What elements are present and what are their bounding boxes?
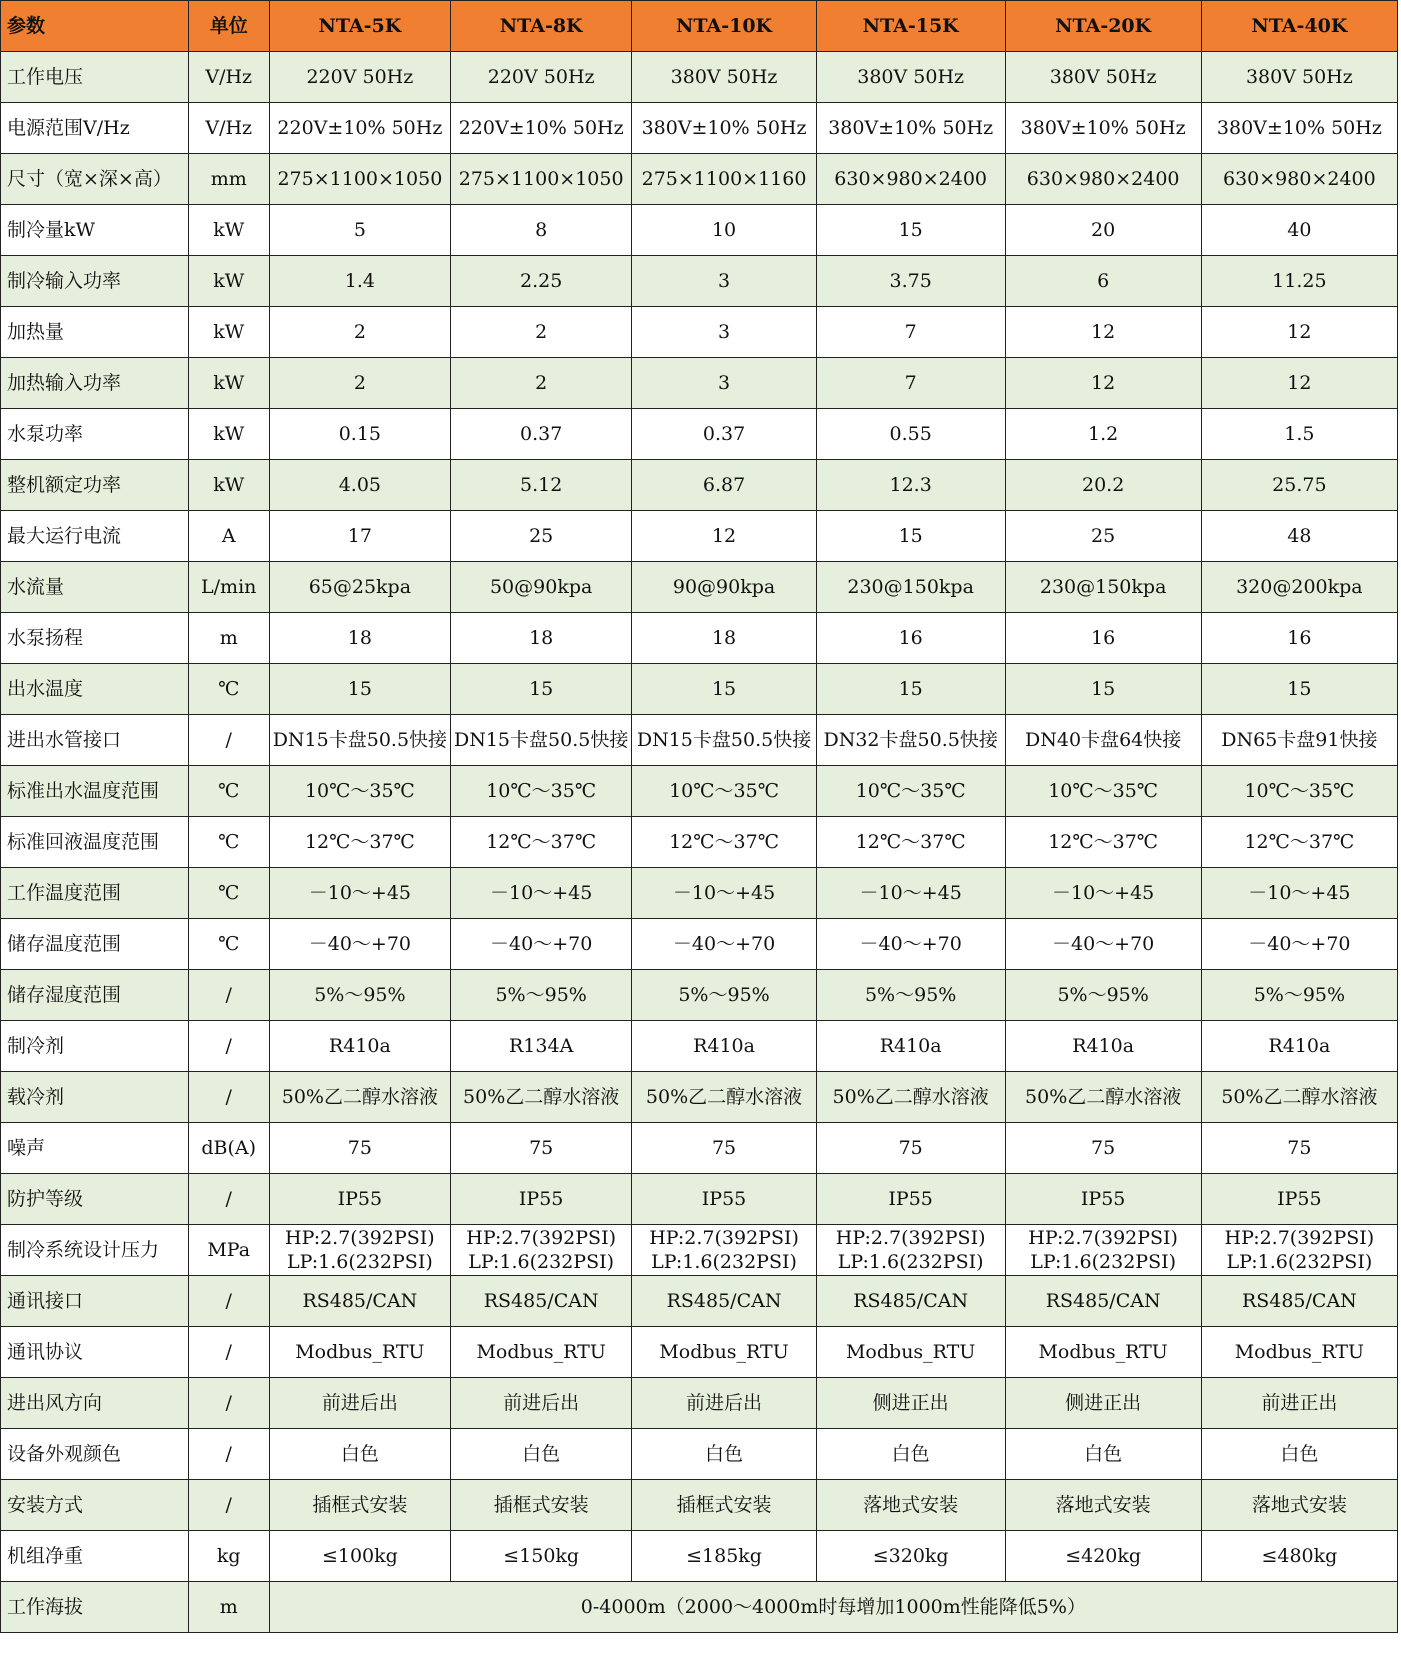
table-row — [1, 715, 1398, 766]
value-cell: 0.37 — [632, 409, 816, 460]
spec-body — [1, 52, 1398, 1633]
unit-cell: / — [188, 1378, 269, 1429]
value-cell: 12 — [1201, 358, 1397, 409]
unit-cell: L/min — [188, 562, 269, 613]
table-row — [1, 307, 1398, 358]
value-cell: Modbus_RTU — [269, 1327, 450, 1378]
value-cell: 3.75 — [816, 256, 1005, 307]
value-cell: IP55 — [1201, 1174, 1397, 1225]
value-cell: 75 — [1005, 1123, 1201, 1174]
value-cell: 15 — [269, 664, 450, 715]
unit-cell: / — [188, 1480, 269, 1531]
value-cell: 12.3 — [816, 460, 1005, 511]
value-cell: 5%～95% — [269, 970, 450, 1021]
value-cell: 5 — [269, 205, 450, 256]
table-row — [1, 1582, 1398, 1633]
value-cell: IP55 — [1005, 1174, 1201, 1225]
unit-cell: kW — [188, 409, 269, 460]
value-cell: －40～+70 — [1201, 919, 1397, 970]
value-cell: 12 — [1201, 307, 1397, 358]
value-cell: 220V 50Hz — [269, 52, 450, 103]
value-cell: 380V±10% 50Hz — [1005, 103, 1201, 154]
value-cell: 2 — [269, 358, 450, 409]
value-cell: 75 — [816, 1123, 1005, 1174]
value-cell: 2 — [269, 307, 450, 358]
value-cell: 18 — [632, 613, 816, 664]
value-cell: DN15卡盘50.5快接 — [451, 715, 632, 766]
value-cell: IP55 — [632, 1174, 816, 1225]
param-cell: 制冷输入功率 — [1, 256, 189, 307]
value-cell: DN40卡盘64快接 — [1005, 715, 1201, 766]
unit-cell: / — [188, 1174, 269, 1225]
value-cell: 25.75 — [1201, 460, 1397, 511]
unit-cell: / — [188, 1327, 269, 1378]
table-row — [1, 52, 1398, 103]
value-cell: Modbus_RTU — [816, 1327, 1005, 1378]
altitude-value-cell: 0-4000m（2000～4000m时每增加1000m性能降低5%） — [269, 1582, 1397, 1633]
header-model: NTA-40K — [1201, 1, 1397, 52]
table-row — [1, 1378, 1398, 1429]
value-cell: 18 — [269, 613, 450, 664]
param-cell: 载冷剂 — [1, 1072, 189, 1123]
value-cell: 275×1100×1050 — [269, 154, 450, 205]
table-row — [1, 1123, 1398, 1174]
value-cell: 17 — [269, 511, 450, 562]
table-row — [1, 1072, 1398, 1123]
value-cell: 380V 50Hz — [632, 52, 816, 103]
table-row — [1, 1429, 1398, 1480]
unit-cell: kW — [188, 205, 269, 256]
param-cell: 出水温度 — [1, 664, 189, 715]
unit-cell: / — [188, 1429, 269, 1480]
value-cell: 1.4 — [269, 256, 450, 307]
param-cell: 通讯接口 — [1, 1276, 189, 1327]
table-row — [1, 1276, 1398, 1327]
value-cell: 2.25 — [451, 256, 632, 307]
value-cell: Modbus_RTU — [1005, 1327, 1201, 1378]
value-cell: 白色 — [816, 1429, 1005, 1480]
value-cell: 40 — [1201, 205, 1397, 256]
unit-cell: / — [188, 715, 269, 766]
table-row — [1, 1174, 1398, 1225]
value-cell: 5%～95% — [816, 970, 1005, 1021]
value-cell: 2 — [451, 307, 632, 358]
value-cell: HP:2.7(392PSI) LP:1.6(232PSI) — [451, 1225, 632, 1276]
value-cell: 10℃～35℃ — [632, 766, 816, 817]
value-cell: 落地式安装 — [1201, 1480, 1397, 1531]
value-cell: 10℃～35℃ — [1201, 766, 1397, 817]
value-cell: 11.25 — [1201, 256, 1397, 307]
value-cell: R134A — [451, 1021, 632, 1072]
value-cell: RS485/CAN — [632, 1276, 816, 1327]
unit-cell: m — [188, 613, 269, 664]
param-cell: 电源范围V/Hz — [1, 103, 189, 154]
value-cell: 5%～95% — [451, 970, 632, 1021]
value-cell: 白色 — [451, 1429, 632, 1480]
param-cell: 进出风方向 — [1, 1378, 189, 1429]
value-cell: －10～+45 — [1005, 868, 1201, 919]
value-cell: 0.37 — [451, 409, 632, 460]
table-row — [1, 205, 1398, 256]
value-cell: 20.2 — [1005, 460, 1201, 511]
value-cell: 15 — [816, 664, 1005, 715]
header-model: NTA-20K — [1005, 1, 1201, 52]
value-cell: 插框式安装 — [451, 1480, 632, 1531]
table-row — [1, 868, 1398, 919]
param-cell: 水泵扬程 — [1, 613, 189, 664]
value-cell: 10℃～35℃ — [269, 766, 450, 817]
value-cell: R410a — [1201, 1021, 1397, 1072]
unit-cell: mm — [188, 154, 269, 205]
value-cell: 12℃～37℃ — [816, 817, 1005, 868]
unit-cell: kW — [188, 460, 269, 511]
value-cell: －40～+70 — [1005, 919, 1201, 970]
value-cell: RS485/CAN — [816, 1276, 1005, 1327]
value-cell: 2 — [451, 358, 632, 409]
param-cell: 制冷剂 — [1, 1021, 189, 1072]
table-row — [1, 511, 1398, 562]
value-cell: DN15卡盘50.5快接 — [269, 715, 450, 766]
unit-cell: MPa — [188, 1225, 269, 1276]
value-cell: 15 — [816, 511, 1005, 562]
header-param: 参数 — [1, 1, 189, 52]
unit-cell: dB(A) — [188, 1123, 269, 1174]
value-cell: －10～+45 — [632, 868, 816, 919]
param-cell: 防护等级 — [1, 1174, 189, 1225]
value-cell: 220V 50Hz — [451, 52, 632, 103]
value-cell: 380V±10% 50Hz — [632, 103, 816, 154]
unit-cell: kW — [188, 358, 269, 409]
value-cell: －40～+70 — [816, 919, 1005, 970]
value-cell: 65@25kpa — [269, 562, 450, 613]
value-cell: 75 — [1201, 1123, 1397, 1174]
value-cell: 15 — [632, 664, 816, 715]
value-cell: 白色 — [1005, 1429, 1201, 1480]
value-cell: 380V±10% 50Hz — [1201, 103, 1397, 154]
value-cell: 侧进正出 — [1005, 1378, 1201, 1429]
value-cell: R410a — [632, 1021, 816, 1072]
param-cell: 最大运行电流 — [1, 511, 189, 562]
value-cell: 前进后出 — [269, 1378, 450, 1429]
param-cell: 水流量 — [1, 562, 189, 613]
value-cell: 落地式安装 — [1005, 1480, 1201, 1531]
value-cell: 侧进正出 — [816, 1378, 1005, 1429]
value-cell: 前进后出 — [632, 1378, 816, 1429]
param-cell: 通讯协议 — [1, 1327, 189, 1378]
value-cell: 5%～95% — [1005, 970, 1201, 1021]
table-row — [1, 256, 1398, 307]
value-cell: 230@150kpa — [1005, 562, 1201, 613]
value-cell: 5%～95% — [1201, 970, 1397, 1021]
unit-cell: ℃ — [188, 868, 269, 919]
param-cell: 尺寸（宽×深×高） — [1, 154, 189, 205]
value-cell: 50%乙二醇水溶液 — [451, 1072, 632, 1123]
unit-cell: ℃ — [188, 817, 269, 868]
header-model: NTA-10K — [632, 1, 816, 52]
value-cell: R410a — [1005, 1021, 1201, 1072]
value-cell: 220V±10% 50Hz — [269, 103, 450, 154]
value-cell: DN15卡盘50.5快接 — [632, 715, 816, 766]
value-cell: 白色 — [1201, 1429, 1397, 1480]
table-row — [1, 1480, 1398, 1531]
value-cell: 48 — [1201, 511, 1397, 562]
param-cell: 制冷系统设计压力 — [1, 1225, 189, 1276]
table-row — [1, 460, 1398, 511]
value-cell: 220V±10% 50Hz — [451, 103, 632, 154]
value-cell: 12 — [632, 511, 816, 562]
value-cell: ≤480kg — [1201, 1531, 1397, 1582]
value-cell: 落地式安装 — [816, 1480, 1005, 1531]
value-cell: 90@90kpa — [632, 562, 816, 613]
unit-cell: ℃ — [188, 919, 269, 970]
unit-cell: ℃ — [188, 664, 269, 715]
unit-cell: / — [188, 970, 269, 1021]
header-model: NTA-8K — [451, 1, 632, 52]
unit-cell: kW — [188, 307, 269, 358]
value-cell: 10 — [632, 205, 816, 256]
header-unit: 单位 — [188, 1, 269, 52]
value-cell: 15 — [1201, 664, 1397, 715]
value-cell: －10～+45 — [1201, 868, 1397, 919]
unit-cell: V/Hz — [188, 52, 269, 103]
value-cell: 320@200kpa — [1201, 562, 1397, 613]
value-cell: 3 — [632, 256, 816, 307]
value-cell: HP:2.7(392PSI) LP:1.6(232PSI) — [1005, 1225, 1201, 1276]
value-cell: 插框式安装 — [269, 1480, 450, 1531]
value-cell: 15 — [451, 664, 632, 715]
param-cell: 工作电压 — [1, 52, 189, 103]
value-cell: HP:2.7(392PSI) LP:1.6(232PSI) — [1201, 1225, 1397, 1276]
value-cell: R410a — [816, 1021, 1005, 1072]
value-cell: RS485/CAN — [1005, 1276, 1201, 1327]
value-cell: 25 — [1005, 511, 1201, 562]
header-model: NTA-5K — [269, 1, 450, 52]
value-cell: －10～+45 — [816, 868, 1005, 919]
param-cell: 进出水管接口 — [1, 715, 189, 766]
value-cell: 1.2 — [1005, 409, 1201, 460]
value-cell: 4.05 — [269, 460, 450, 511]
unit-cell: m — [188, 1582, 269, 1633]
value-cell: 16 — [1005, 613, 1201, 664]
param-cell: 噪声 — [1, 1123, 189, 1174]
value-cell: 8 — [451, 205, 632, 256]
value-cell: 12 — [1005, 358, 1201, 409]
table-row — [1, 1021, 1398, 1072]
param-cell: 水泵功率 — [1, 409, 189, 460]
value-cell: 275×1100×1050 — [451, 154, 632, 205]
value-cell: ≤420kg — [1005, 1531, 1201, 1582]
unit-cell: ℃ — [188, 766, 269, 817]
unit-cell: kW — [188, 256, 269, 307]
param-cell: 储存湿度范围 — [1, 970, 189, 1021]
value-cell: 50%乙二醇水溶液 — [1005, 1072, 1201, 1123]
unit-cell: / — [188, 1021, 269, 1072]
value-cell: 18 — [451, 613, 632, 664]
table-row — [1, 1531, 1398, 1582]
table-row — [1, 562, 1398, 613]
value-cell: －10～+45 — [269, 868, 450, 919]
param-cell: 加热输入功率 — [1, 358, 189, 409]
value-cell: 0.55 — [816, 409, 1005, 460]
value-cell: HP:2.7(392PSI) LP:1.6(232PSI) — [816, 1225, 1005, 1276]
table-row — [1, 919, 1398, 970]
value-cell: 50@90kpa — [451, 562, 632, 613]
value-cell: 50%乙二醇水溶液 — [1201, 1072, 1397, 1123]
value-cell: 前进正出 — [1201, 1378, 1397, 1429]
value-cell: 630×980×2400 — [1005, 154, 1201, 205]
value-cell: DN32卡盘50.5快接 — [816, 715, 1005, 766]
value-cell: 15 — [816, 205, 1005, 256]
value-cell: 12℃～37℃ — [632, 817, 816, 868]
unit-cell: / — [188, 1276, 269, 1327]
value-cell: 275×1100×1160 — [632, 154, 816, 205]
param-cell: 整机额定功率 — [1, 460, 189, 511]
value-cell: 380V 50Hz — [1201, 52, 1397, 103]
value-cell: 380V 50Hz — [1005, 52, 1201, 103]
param-cell: 加热量 — [1, 307, 189, 358]
value-cell: 10℃～35℃ — [816, 766, 1005, 817]
value-cell: 白色 — [269, 1429, 450, 1480]
value-cell: 7 — [816, 307, 1005, 358]
value-cell: ≤185kg — [632, 1531, 816, 1582]
value-cell: ≤100kg — [269, 1531, 450, 1582]
param-cell: 安装方式 — [1, 1480, 189, 1531]
value-cell: 1.5 — [1201, 409, 1397, 460]
value-cell: 12℃～37℃ — [1201, 817, 1397, 868]
value-cell: 50%乙二醇水溶液 — [632, 1072, 816, 1123]
value-cell: DN65卡盘91快接 — [1201, 715, 1397, 766]
value-cell: 12℃～37℃ — [451, 817, 632, 868]
value-cell: 前进后出 — [451, 1378, 632, 1429]
value-cell: 12 — [1005, 307, 1201, 358]
value-cell: 50%乙二醇水溶液 — [816, 1072, 1005, 1123]
table-row — [1, 103, 1398, 154]
table-row — [1, 970, 1398, 1021]
value-cell: 25 — [451, 511, 632, 562]
value-cell: 3 — [632, 358, 816, 409]
value-cell: 7 — [816, 358, 1005, 409]
unit-cell: V/Hz — [188, 103, 269, 154]
value-cell: 6.87 — [632, 460, 816, 511]
value-cell: 10℃～35℃ — [1005, 766, 1201, 817]
value-cell: 插框式安装 — [632, 1480, 816, 1531]
value-cell: 0.15 — [269, 409, 450, 460]
value-cell: －40～+70 — [451, 919, 632, 970]
param-cell: 机组净重 — [1, 1531, 189, 1582]
value-cell: R410a — [269, 1021, 450, 1072]
value-cell: Modbus_RTU — [632, 1327, 816, 1378]
value-cell: ≤320kg — [816, 1531, 1005, 1582]
param-cell: 工作海拔 — [1, 1582, 189, 1633]
unit-cell: A — [188, 511, 269, 562]
value-cell: 380V±10% 50Hz — [816, 103, 1005, 154]
value-cell: 20 — [1005, 205, 1201, 256]
unit-cell: / — [188, 1072, 269, 1123]
value-cell: 10℃～35℃ — [451, 766, 632, 817]
param-cell: 制冷量kW — [1, 205, 189, 256]
value-cell: HP:2.7(392PSI) LP:1.6(232PSI) — [632, 1225, 816, 1276]
value-cell: 630×980×2400 — [816, 154, 1005, 205]
table-row — [1, 358, 1398, 409]
value-cell: 230@150kpa — [816, 562, 1005, 613]
value-cell: －40～+70 — [632, 919, 816, 970]
param-cell: 标准出水温度范围 — [1, 766, 189, 817]
value-cell: 16 — [1201, 613, 1397, 664]
value-cell: IP55 — [451, 1174, 632, 1225]
value-cell: RS485/CAN — [269, 1276, 450, 1327]
value-cell: 75 — [632, 1123, 816, 1174]
value-cell: Modbus_RTU — [451, 1327, 632, 1378]
value-cell: 50%乙二醇水溶液 — [269, 1072, 450, 1123]
table-row — [1, 817, 1398, 868]
value-cell: －10～+45 — [451, 868, 632, 919]
value-cell: HP:2.7(392PSI) LP:1.6(232PSI) — [269, 1225, 450, 1276]
value-cell: Modbus_RTU — [1201, 1327, 1397, 1378]
table-row — [1, 409, 1398, 460]
param-cell: 工作温度范围 — [1, 868, 189, 919]
value-cell: IP55 — [269, 1174, 450, 1225]
header-row — [1, 1, 1398, 52]
value-cell: 6 — [1005, 256, 1201, 307]
value-cell: RS485/CAN — [1201, 1276, 1397, 1327]
value-cell: －40～+70 — [269, 919, 450, 970]
value-cell: RS485/CAN — [451, 1276, 632, 1327]
value-cell: 5.12 — [451, 460, 632, 511]
value-cell: 16 — [816, 613, 1005, 664]
value-cell: 12℃～37℃ — [269, 817, 450, 868]
value-cell: 380V 50Hz — [816, 52, 1005, 103]
value-cell: IP55 — [816, 1174, 1005, 1225]
table-row — [1, 1327, 1398, 1378]
header-model: NTA-15K — [816, 1, 1005, 52]
value-cell: 12℃～37℃ — [1005, 817, 1201, 868]
param-cell: 设备外观颜色 — [1, 1429, 189, 1480]
value-cell: 75 — [269, 1123, 450, 1174]
value-cell: 5%～95% — [632, 970, 816, 1021]
table-row — [1, 154, 1398, 205]
unit-cell: kg — [188, 1531, 269, 1582]
value-cell: 630×980×2400 — [1201, 154, 1397, 205]
value-cell: 15 — [1005, 664, 1201, 715]
param-cell: 标准回液温度范围 — [1, 817, 189, 868]
value-cell: 白色 — [632, 1429, 816, 1480]
table-row — [1, 664, 1398, 715]
param-cell: 储存温度范围 — [1, 919, 189, 970]
value-cell: ≤150kg — [451, 1531, 632, 1582]
value-cell: 75 — [451, 1123, 632, 1174]
table-row — [1, 766, 1398, 817]
table-row — [1, 613, 1398, 664]
table-row — [1, 1225, 1398, 1276]
value-cell: 3 — [632, 307, 816, 358]
